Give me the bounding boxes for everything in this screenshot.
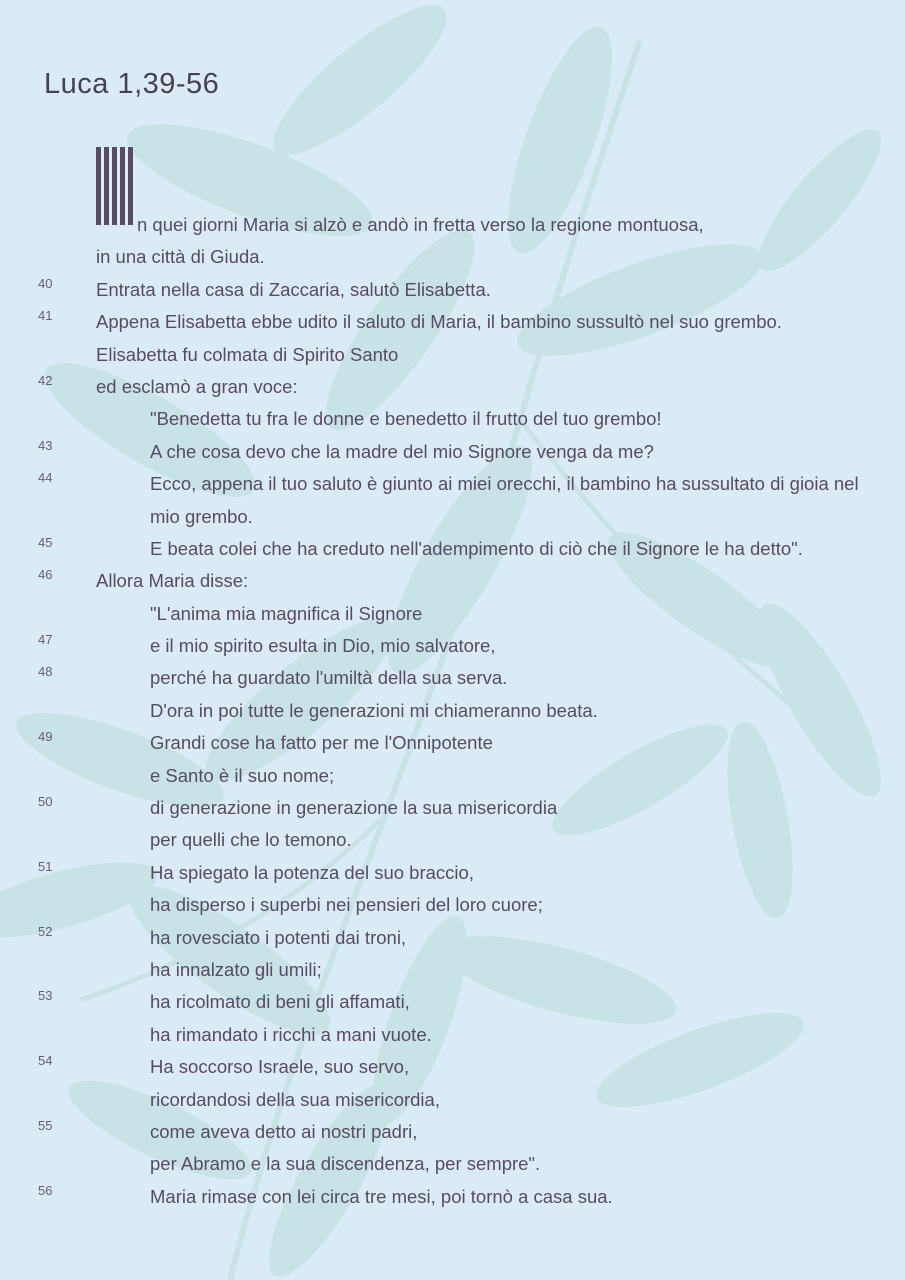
verse-line: [0, 1148, 905, 1180]
verse-line: [0, 824, 905, 856]
verse-number: 44: [38, 470, 53, 486]
verse-line: [0, 501, 905, 533]
verse-text: "Benedetta tu fra le donne e benedetto il frutto del tuo grembo!: [150, 408, 662, 430]
verse-text: in una città di Giuda.: [96, 246, 265, 268]
verse-number: 48: [38, 664, 53, 680]
verse-number: 53: [38, 988, 53, 1004]
verse-line: [0, 339, 905, 371]
verse-text: come aveva detto ai nostri padri,: [150, 1120, 418, 1142]
verse-text: ha ricolmato di beni gli affamati,: [150, 991, 410, 1013]
verse-line: [0, 436, 905, 468]
verse-line: [0, 792, 905, 824]
verse-line: [0, 695, 905, 727]
verse-line: [0, 662, 905, 694]
verse-text: e Santo è il suo nome;: [150, 764, 335, 786]
verse-line: [0, 727, 905, 759]
verse-number: 43: [38, 437, 53, 453]
page-title: Luca 1,39-56: [44, 68, 220, 100]
verse-text: Maria rimase con lei circa tre mesi, poi tornò a casa sua.: [150, 1185, 613, 1207]
verse-number: 45: [38, 534, 53, 550]
verse-number: 47: [38, 632, 53, 648]
verse-number: 52: [38, 923, 53, 939]
verse-number: 51: [38, 858, 53, 874]
verse-text: ha rimandato i ricchi a mani vuote.: [150, 1023, 432, 1045]
verse-line: [0, 403, 905, 435]
verse-number: 49: [38, 729, 53, 745]
verse-text: Appena Elisabetta ebbe udito il saluto di Maria, il bambino sussultò nel suo grembo.: [96, 311, 782, 333]
verse-number: 54: [38, 1053, 53, 1069]
verse-number: 42: [38, 372, 53, 388]
verse-text: ha innalzato gli umili;: [150, 958, 322, 980]
verse-line: [0, 306, 905, 338]
verse-line: [0, 1084, 905, 1116]
verse-text: Ha soccorso Israele, suo servo,: [150, 1056, 410, 1078]
verse-text: di generazione in generazione la sua misericordia: [150, 797, 558, 819]
verse-text: E beata colei che ha creduto nell'adempimento di ciò che il Signore le ha detto".: [150, 537, 803, 559]
verse-line: [0, 241, 905, 273]
verse-line: [0, 274, 905, 306]
verse-number: 40: [38, 275, 53, 291]
verse-line: [0, 533, 905, 565]
verse-line: [0, 954, 905, 986]
verse-text: "L'anima mia magnifica il Signore: [150, 602, 423, 624]
verse-text: per quelli che lo temono.: [150, 829, 352, 851]
verse-number: 50: [38, 794, 53, 810]
verse-line: [0, 468, 905, 500]
verse-line: [0, 1019, 905, 1051]
verse-text: ed esclamò a gran voce:: [96, 375, 298, 397]
verse-text: Ecco, appena il tuo saluto è giunto ai miei orecchi, il bambino ha sussultato di gioia nel: [150, 473, 859, 495]
verse-line: [0, 1051, 905, 1083]
verse-text: Entrata nella casa di Zaccaria, salutò Elisabetta.: [96, 278, 491, 300]
verse-line: [0, 986, 905, 1018]
verse-text: ha rovesciato i potenti dai troni,: [150, 926, 407, 948]
verse-text: Elisabetta fu colmata di Spirito Santo: [96, 343, 399, 365]
verse-line: [0, 371, 905, 403]
verse-number: 46: [38, 567, 53, 583]
verse-text: Grandi cose ha fatto per me l'Onnipotente: [150, 732, 493, 754]
verse-text: ricordandosi della sua misericordia,: [150, 1088, 440, 1110]
verse-line: [0, 1181, 905, 1213]
verse-line: [0, 598, 905, 630]
verse-text: mio grembo.: [150, 505, 253, 527]
verse-text: e il mio spirito esulta in Dio, mio salvatore,: [150, 635, 496, 657]
verse-text: D'ora in poi tutte le generazioni mi chiameranno beata.: [150, 699, 598, 721]
verse-line: [0, 209, 905, 241]
scripture-text: [0, 209, 905, 1213]
verse-text: A che cosa devo che la madre del mio Signore venga da me?: [150, 440, 654, 462]
verse-line: [0, 922, 905, 954]
verse-line: [0, 1116, 905, 1148]
verse-number: 56: [38, 1182, 53, 1198]
verse-text: per Abramo e la sua discendenza, per sempre".: [150, 1153, 541, 1175]
verse-text: Ha spiegato la potenza del suo braccio,: [150, 861, 474, 883]
verse-line: [0, 760, 905, 792]
verse-number: 55: [38, 1117, 53, 1133]
verse-line: [0, 630, 905, 662]
verse-text: Allora Maria disse:: [96, 570, 249, 592]
verse-line: [0, 889, 905, 921]
verse-number: 41: [38, 308, 53, 324]
verse-text: n quei giorni Maria si alzò e andò in fretta verso la regione montuosa,: [137, 214, 704, 235]
verse-text: perché ha guardato l'umiltà della sua serva.: [150, 667, 508, 689]
verse-line: [0, 565, 905, 597]
verse-text: ha disperso i superbi nei pensieri del loro cuore;: [150, 894, 543, 916]
verse-line: [0, 857, 905, 889]
